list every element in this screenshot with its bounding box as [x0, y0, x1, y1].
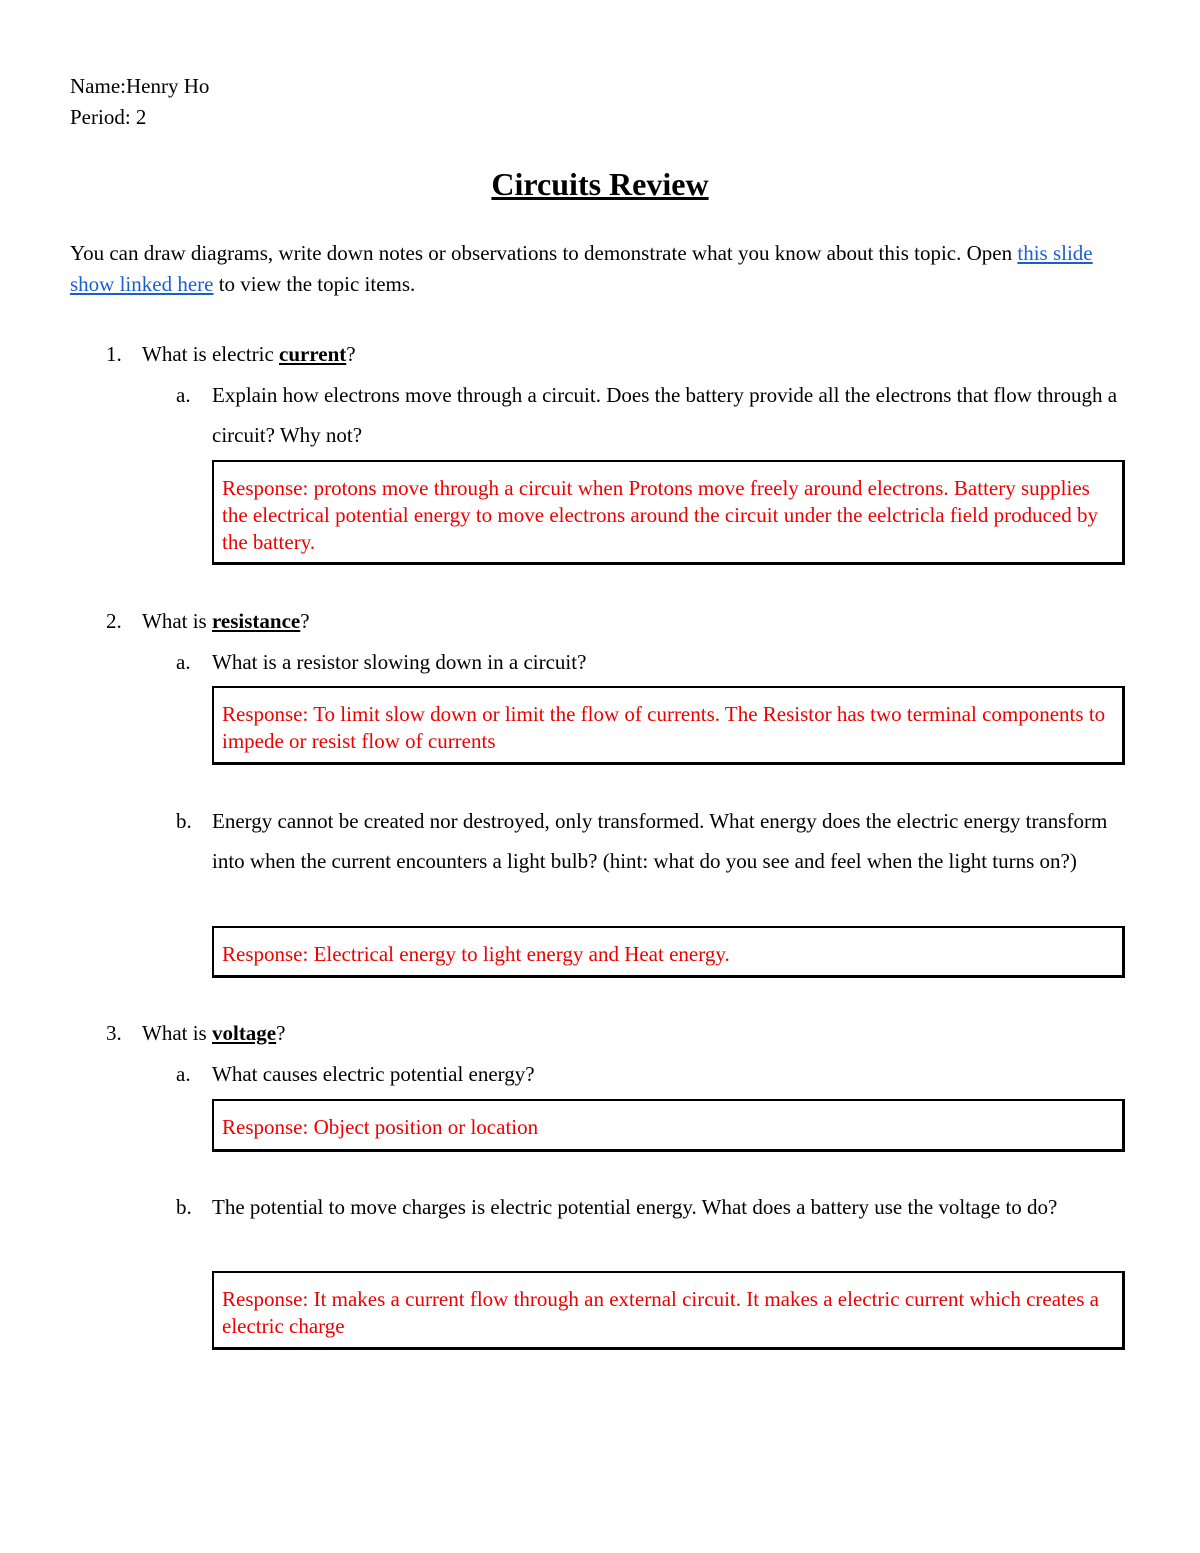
response-box-2b[interactable]: Response: Electrical energy to light energy and Heat energy. [212, 926, 1125, 978]
intro-text-after: to view the topic items. [213, 272, 416, 296]
intro-paragraph [70, 238, 1140, 300]
response-box-3a[interactable]: Response: Object position or location [212, 1099, 1125, 1152]
slide-show-link[interactable]: this slide show linked here [70, 241, 1093, 296]
sub-letter: a. [176, 383, 191, 407]
question-prefix: What is [142, 1021, 212, 1045]
sub-letter: a. [176, 1062, 191, 1086]
question-term: current [279, 342, 347, 366]
sub-letter: a. [176, 650, 191, 674]
question-text [142, 609, 310, 633]
question-suffix: ? [346, 342, 356, 366]
question-number: 1. [106, 342, 122, 366]
response-box-2a[interactable]: Response: To limit slow down or limit the flow of currents. The Resistor has two terminal components to impede or resist flow of currents [212, 686, 1125, 765]
student-name: Name:Henry Ho [70, 74, 210, 98]
question-suffix: ? [300, 609, 310, 633]
question-prefix: What is [142, 609, 212, 633]
sub-question-text: Explain how electrons move through a circuit. Does the battery provide all the electrons that flow through a circuit? Why not? [212, 383, 1118, 447]
sub-question-text: Energy cannot be created nor destroyed, only transformed. What energy does the electric energy transform into when the current encounters a light bulb? (hint: what do you see and feel when the light turns on?) [212, 809, 1108, 873]
question-term: voltage [211, 1021, 277, 1045]
response-box-3b[interactable]: Response: It makes a current flow through an external circuit. It makes a electric current which creates a electric charge [212, 1271, 1125, 1350]
page-title: Circuits Review [491, 166, 709, 202]
sub-question-text: The potential to move charges is electric potential energy. What does a battery use the voltage to do? [212, 1195, 1058, 1219]
question-suffix: ? [276, 1021, 286, 1045]
question-number: 2. [106, 609, 122, 633]
sub-letter: b. [176, 1195, 192, 1219]
question-text [142, 1021, 285, 1045]
sub-question-text: What causes electric potential energy? [212, 1062, 535, 1086]
question-prefix: What is electric [142, 342, 280, 366]
sub-letter: b. [176, 809, 192, 833]
question-text [142, 342, 356, 366]
question-term: resistance [211, 609, 301, 633]
class-period: Period: 2 [70, 105, 147, 129]
intro-text-before: You can draw diagrams, write down notes or observations to demonstrate what you know about this topic. Open [70, 241, 1018, 265]
sub-question-text: What is a resistor slowing down in a circuit? [212, 650, 587, 674]
question-number: 3. [106, 1021, 122, 1045]
response-box-1a[interactable]: Response: protons move through a circuit when Protons move freely around electrons. Battery supplies the electrical potential energy to move electrons around the circuit under the eelctricla field produced by the battery. [212, 460, 1125, 565]
